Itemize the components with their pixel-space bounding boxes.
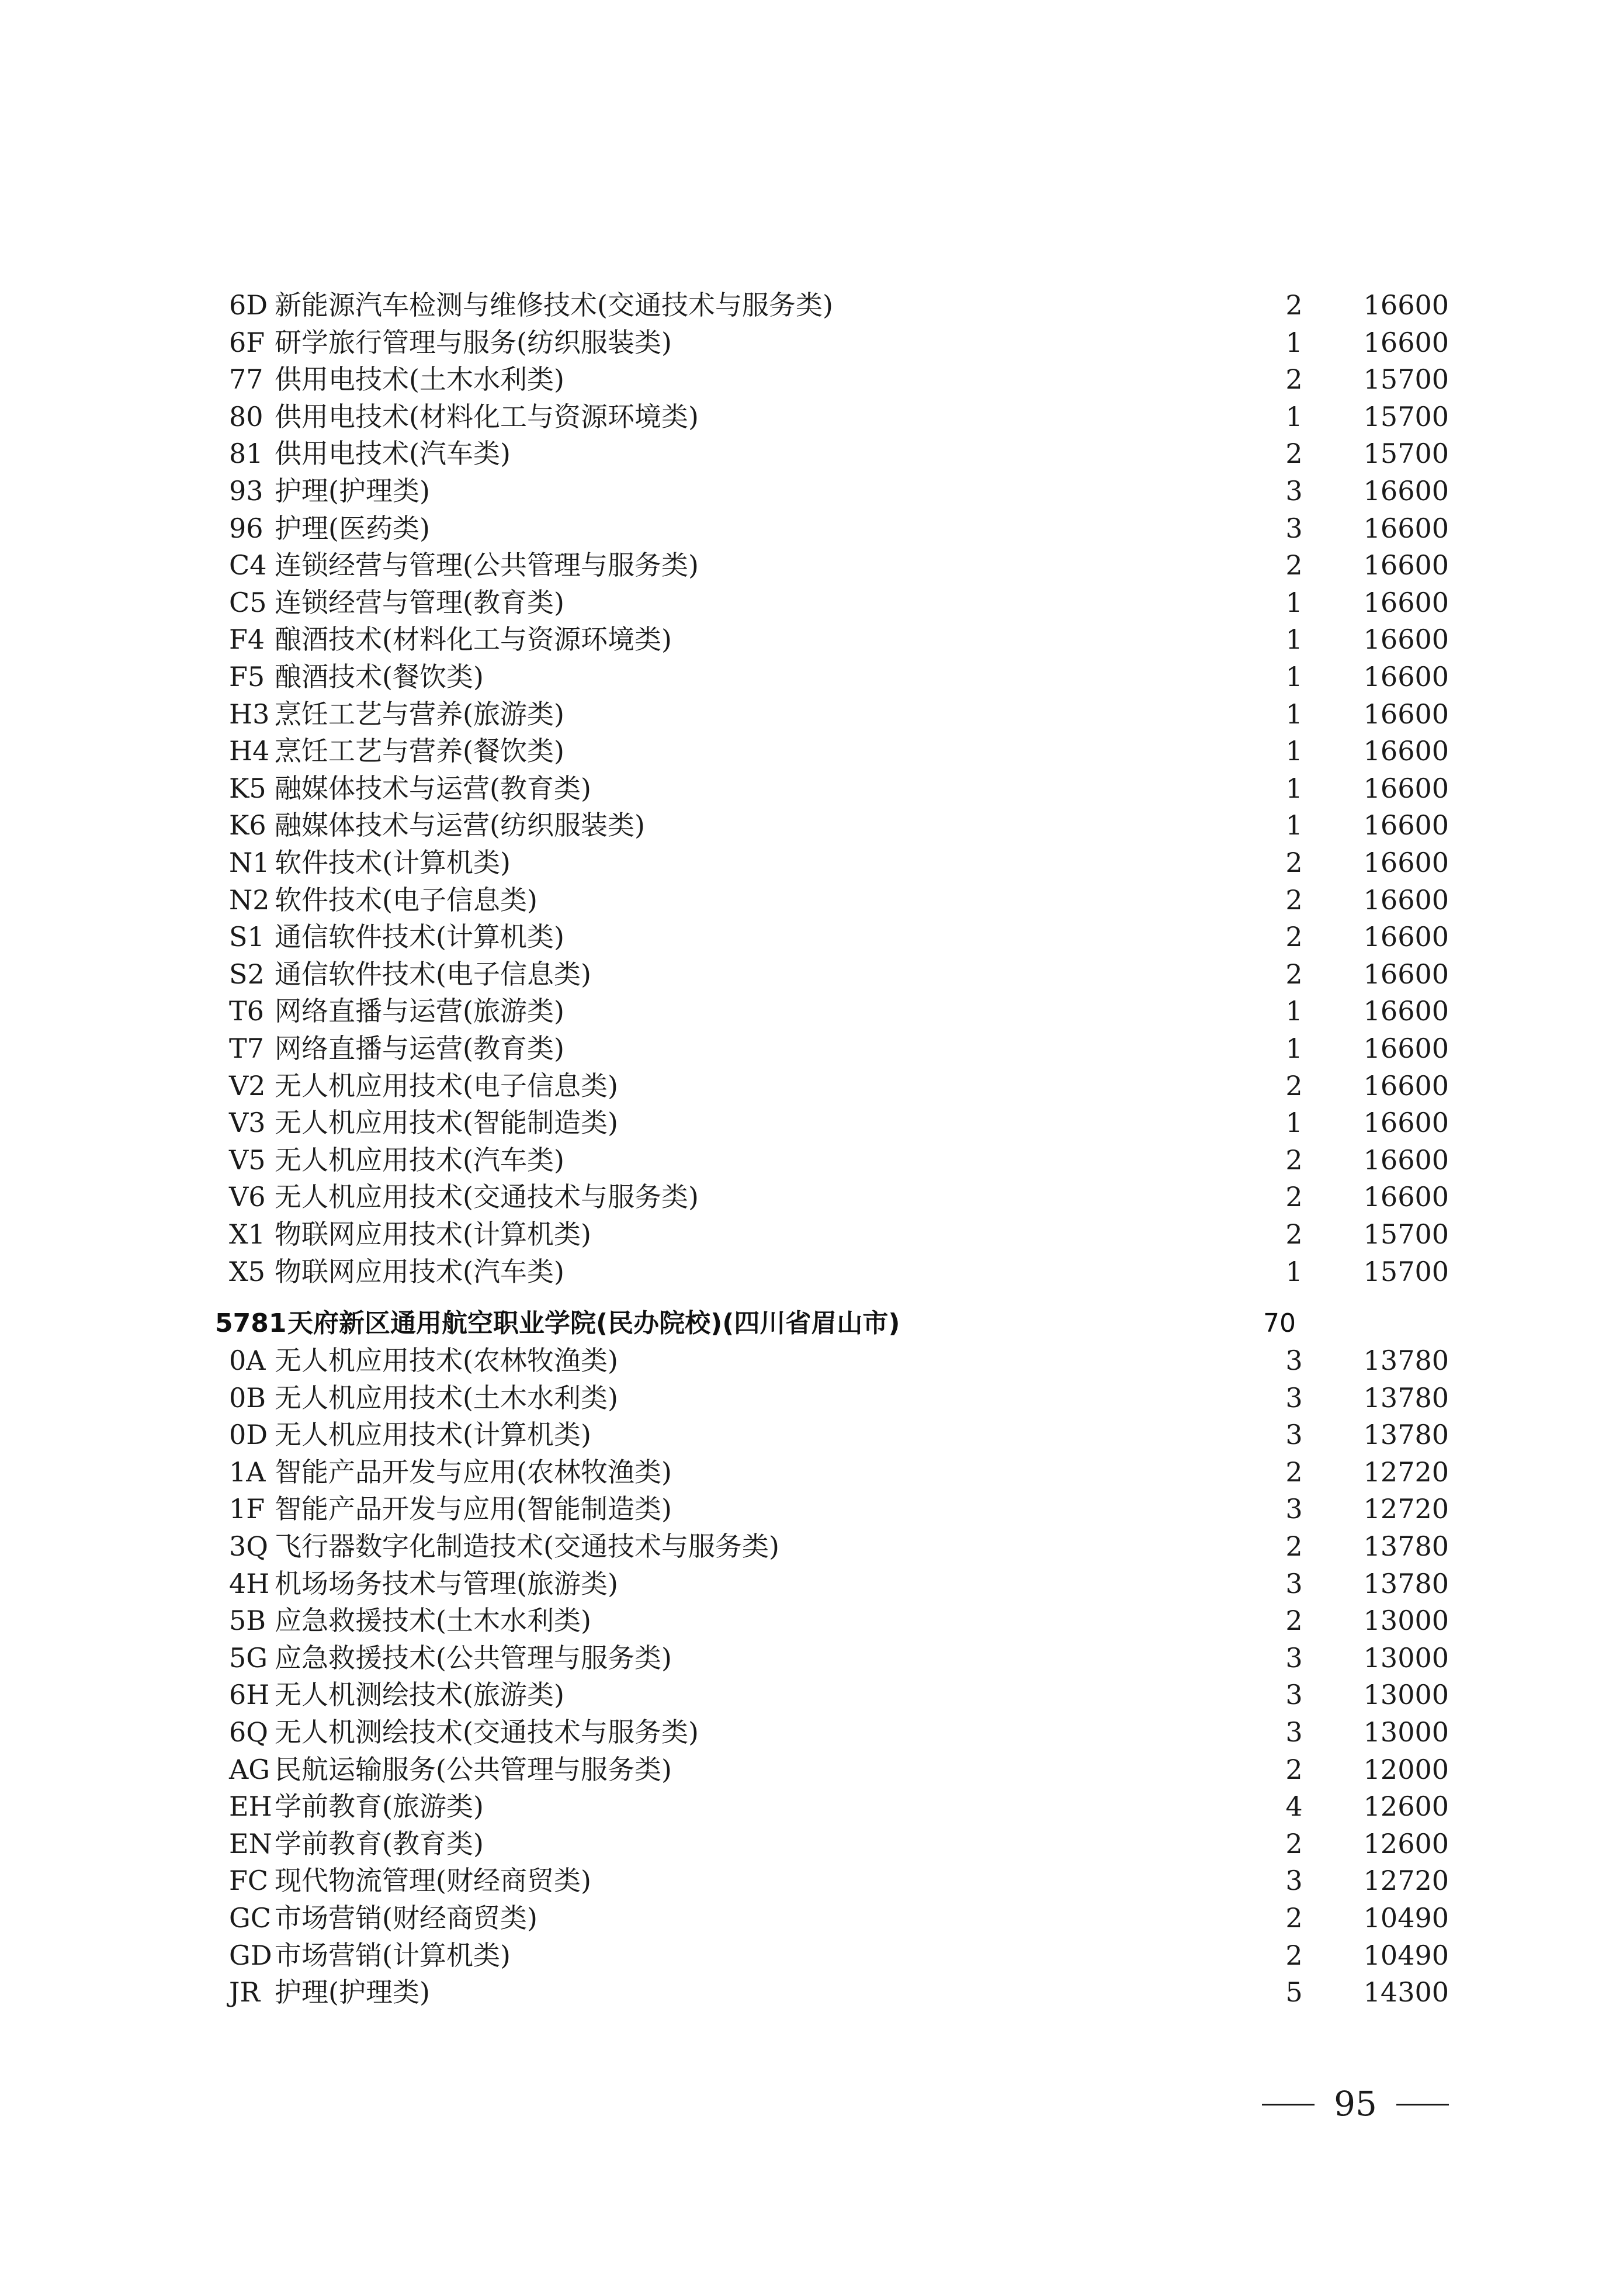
program-name: 酿酒技术(餐饮类)	[275, 661, 484, 692]
program-plan-count: 1	[1285, 995, 1303, 1027]
program-code: 6H	[229, 1679, 270, 1711]
page-number: 95	[1334, 2084, 1377, 2124]
program-row	[0, 1253, 1623, 1290]
program-tuition: 12720	[1363, 1456, 1449, 1488]
program-code: N1	[229, 847, 270, 878]
program-row	[0, 621, 1623, 658]
program-name: 融媒体技术与运营(纺织服装类)	[275, 809, 645, 841]
program-plan-count: 3	[1285, 1419, 1303, 1451]
program-code: 5B	[229, 1605, 266, 1637]
program-tuition: 15700	[1363, 438, 1449, 470]
program-plan-count: 3	[1285, 1865, 1303, 1897]
program-code: V6	[229, 1181, 266, 1213]
program-code: T6	[229, 995, 264, 1027]
program-plan-count: 3	[1285, 1679, 1303, 1711]
program-name: 烹饪工艺与营养(餐饮类)	[275, 735, 564, 767]
program-code: JR	[229, 1976, 261, 2008]
program-tuition: 16600	[1363, 809, 1449, 841]
program-row	[0, 1566, 1623, 1602]
program-name: 护理(护理类)	[275, 1976, 430, 2008]
program-name: 无人机应用技术(计算机类)	[275, 1419, 591, 1451]
program-tuition: 16600	[1363, 735, 1449, 767]
program-code: 96	[229, 512, 263, 544]
program-row	[0, 1142, 1623, 1179]
program-name: 网络直播与运营(旅游类)	[275, 995, 564, 1027]
program-name: 烹饪工艺与营养(旅游类)	[275, 698, 564, 730]
program-plan-count: 2	[1285, 1144, 1303, 1176]
program-name: 护理(护理类)	[275, 475, 430, 507]
program-plan-count: 2	[1285, 958, 1303, 990]
program-tuition: 13000	[1363, 1716, 1449, 1748]
program-tuition: 16600	[1363, 326, 1449, 358]
program-plan-count: 5	[1285, 1976, 1303, 2008]
program-plan-count: 3	[1285, 512, 1303, 544]
program-code: GC	[229, 1902, 271, 1934]
footer-dash-left	[1262, 2104, 1315, 2105]
program-name: 软件技术(计算机类)	[275, 847, 511, 878]
program-code: 80	[229, 400, 263, 432]
program-plan-count: 3	[1285, 475, 1303, 507]
program-row	[0, 1602, 1623, 1639]
program-tuition: 14300	[1363, 1976, 1449, 2008]
school-total-plan: 70	[1263, 1308, 1296, 1338]
program-code: K5	[229, 772, 266, 804]
program-code: N2	[229, 884, 270, 916]
program-code: GD	[229, 1939, 272, 1971]
program-code: X5	[229, 1255, 266, 1287]
program-name: 供用电技术(材料化工与资源环境类)	[275, 400, 699, 432]
program-code: 6F	[229, 326, 265, 358]
program-row	[0, 1826, 1623, 1862]
program-plan-count: 1	[1285, 698, 1303, 730]
program-code: 81	[229, 438, 263, 470]
program-plan-count: 2	[1285, 1939, 1303, 1971]
program-plan-count: 2	[1285, 1456, 1303, 1488]
program-name: 研学旅行管理与服务(纺织服装类)	[275, 326, 672, 358]
school-code: 5781	[215, 1308, 287, 1338]
program-row	[0, 1528, 1623, 1565]
program-plan-count: 2	[1285, 549, 1303, 581]
program-row	[0, 584, 1623, 621]
program-tuition: 16600	[1363, 624, 1449, 656]
program-plan-count: 1	[1285, 1107, 1303, 1139]
program-plan-count: 2	[1285, 1605, 1303, 1637]
program-tuition: 16600	[1363, 1069, 1449, 1102]
program-tuition: 10490	[1363, 1939, 1449, 1971]
program-name: 无人机应用技术(汽车类)	[275, 1144, 564, 1176]
program-tuition: 16600	[1363, 475, 1449, 507]
program-row	[0, 1216, 1623, 1253]
program-code: C5	[229, 586, 267, 618]
program-row	[0, 324, 1623, 361]
program-row	[0, 1937, 1623, 1974]
program-row	[0, 547, 1623, 584]
program-name: 连锁经营与管理(教育类)	[275, 586, 564, 618]
program-tuition: 12600	[1363, 1827, 1449, 1859]
program-plan-count: 2	[1285, 1181, 1303, 1213]
program-name: 应急救援技术(土木水利类)	[275, 1605, 591, 1637]
program-code: S1	[229, 921, 265, 953]
program-code: X1	[229, 1218, 266, 1250]
program-name: 市场营销(财经商贸类)	[275, 1902, 537, 1934]
program-code: 6Q	[229, 1716, 268, 1748]
program-code: H3	[229, 698, 270, 730]
program-tuition: 16600	[1363, 661, 1449, 692]
program-tuition: 12000	[1363, 1753, 1449, 1785]
program-code: H4	[229, 735, 270, 767]
program-row	[0, 399, 1623, 435]
program-tuition: 12720	[1363, 1865, 1449, 1897]
program-plan-count: 3	[1285, 1567, 1303, 1599]
program-tuition: 13000	[1363, 1679, 1449, 1711]
program-code: 0D	[229, 1419, 268, 1451]
program-name: 无人机应用技术(农林牧渔类)	[275, 1345, 618, 1376]
program-row	[0, 361, 1623, 398]
program-name: 软件技术(电子信息类)	[275, 884, 537, 916]
program-tuition: 16600	[1363, 958, 1449, 990]
program-tuition: 13000	[1363, 1642, 1449, 1674]
program-name: 连锁经营与管理(公共管理与服务类)	[275, 549, 699, 581]
program-name: 网络直播与运营(教育类)	[275, 1033, 564, 1064]
program-tuition: 15700	[1363, 1218, 1449, 1250]
program-row	[0, 1751, 1623, 1788]
program-tuition: 16600	[1363, 847, 1449, 878]
program-row	[0, 1974, 1623, 2011]
program-row	[0, 696, 1623, 733]
program-row	[0, 956, 1623, 993]
program-name: 应急救援技术(公共管理与服务类)	[275, 1642, 672, 1674]
program-code: 0A	[229, 1345, 266, 1376]
program-plan-count: 2	[1285, 1218, 1303, 1250]
program-row	[0, 1342, 1623, 1379]
school-name: 天府新区通用航空职业学院(民办院校)(四川省眉山市)	[287, 1308, 900, 1338]
program-tuition: 16600	[1363, 1033, 1449, 1064]
program-tuition: 15700	[1363, 400, 1449, 432]
program-code: V2	[229, 1069, 266, 1102]
program-row	[0, 1068, 1623, 1104]
footer-dash-right	[1396, 2104, 1449, 2105]
program-name: 无人机应用技术(交通技术与服务类)	[275, 1181, 699, 1213]
program-row	[0, 659, 1623, 695]
program-plan-count: 3	[1285, 1345, 1303, 1376]
program-name: 无人机应用技术(智能制造类)	[275, 1107, 618, 1139]
program-plan-count: 2	[1285, 1069, 1303, 1102]
program-tuition: 15700	[1363, 1255, 1449, 1287]
program-plan-count: 2	[1285, 884, 1303, 916]
program-name: 通信软件技术(电子信息类)	[275, 958, 591, 990]
program-plan-count: 2	[1285, 1902, 1303, 1934]
program-plan-count: 1	[1285, 1033, 1303, 1064]
program-code: 77	[229, 363, 263, 396]
program-row	[0, 919, 1623, 955]
program-row	[0, 993, 1623, 1030]
program-name: 无人机应用技术(电子信息类)	[275, 1069, 618, 1102]
program-name: 融媒体技术与运营(教育类)	[275, 772, 591, 804]
program-plan-count: 2	[1285, 438, 1303, 470]
program-name: 机场场务技术与管理(旅游类)	[275, 1567, 618, 1599]
program-plan-count: 2	[1285, 847, 1303, 878]
program-tuition: 16600	[1363, 772, 1449, 804]
program-code: T7	[229, 1033, 264, 1064]
program-code: V3	[229, 1107, 266, 1139]
program-tuition: 16600	[1363, 1107, 1449, 1139]
program-plan-count: 1	[1285, 661, 1303, 692]
program-row	[0, 1491, 1623, 1528]
program-code: 6D	[229, 289, 268, 321]
program-code: 93	[229, 475, 263, 507]
program-plan-count: 1	[1285, 735, 1303, 767]
program-code: FC	[229, 1865, 269, 1897]
program-tuition: 16600	[1363, 995, 1449, 1027]
program-row	[0, 733, 1623, 770]
program-code: V5	[229, 1144, 266, 1176]
program-name: 民航运输服务(公共管理与服务类)	[275, 1753, 672, 1785]
program-row	[0, 1677, 1623, 1713]
program-tuition: 16600	[1363, 1181, 1449, 1213]
program-name: 供用电技术(汽车类)	[275, 438, 511, 470]
program-row	[0, 882, 1623, 919]
program-row	[0, 510, 1623, 547]
program-plan-count: 1	[1285, 1255, 1303, 1287]
program-plan-count: 4	[1285, 1791, 1303, 1823]
program-row	[0, 844, 1623, 881]
program-name: 现代物流管理(财经商贸类)	[275, 1865, 591, 1897]
program-plan-count: 1	[1285, 624, 1303, 656]
program-code: 0B	[229, 1381, 266, 1414]
program-code: S2	[229, 958, 265, 990]
program-plan-count: 3	[1285, 1493, 1303, 1525]
program-row	[0, 1862, 1623, 1899]
program-plan-count: 2	[1285, 1530, 1303, 1562]
program-plan-count: 2	[1285, 289, 1303, 321]
program-row	[0, 1380, 1623, 1417]
program-plan-count: 1	[1285, 772, 1303, 804]
program-row	[0, 473, 1623, 510]
program-code: F5	[229, 661, 265, 692]
program-name: 市场营销(计算机类)	[275, 1939, 511, 1971]
program-code: 1A	[229, 1456, 266, 1488]
program-row	[0, 1030, 1623, 1067]
program-row	[0, 1900, 1623, 1937]
program-tuition: 16600	[1363, 884, 1449, 916]
program-tuition: 16600	[1363, 289, 1449, 321]
program-tuition: 12720	[1363, 1493, 1449, 1525]
program-plan-count: 1	[1285, 326, 1303, 358]
program-tuition: 12600	[1363, 1791, 1449, 1823]
program-row	[0, 1104, 1623, 1141]
program-plan-count: 2	[1285, 921, 1303, 953]
program-code: 5G	[229, 1642, 268, 1674]
program-code: 1F	[229, 1493, 265, 1525]
program-row	[0, 1179, 1623, 1215]
program-name: 飞行器数字化制造技术(交通技术与服务类)	[275, 1530, 779, 1562]
program-plan-count: 2	[1285, 1753, 1303, 1785]
program-tuition: 13780	[1363, 1530, 1449, 1562]
program-code: 3Q	[229, 1530, 268, 1562]
program-tuition: 16600	[1363, 921, 1449, 953]
program-name: 通信软件技术(计算机类)	[275, 921, 564, 953]
program-tuition: 16600	[1363, 549, 1449, 581]
program-plan-count: 1	[1285, 400, 1303, 432]
program-name: 无人机测绘技术(旅游类)	[275, 1679, 564, 1711]
program-name: 物联网应用技术(计算机类)	[275, 1218, 591, 1250]
page-footer	[1244, 2080, 1490, 2127]
program-name: 学前教育(旅游类)	[275, 1791, 484, 1823]
program-code: EH	[229, 1791, 272, 1823]
program-plan-count: 3	[1285, 1716, 1303, 1748]
program-code: F4	[229, 624, 265, 656]
program-tuition: 16600	[1363, 1144, 1449, 1176]
program-row	[0, 770, 1623, 807]
program-plan-count: 1	[1285, 586, 1303, 618]
program-name: 酿酒技术(材料化工与资源环境类)	[275, 624, 672, 656]
program-row	[0, 1788, 1623, 1825]
program-tuition: 13000	[1363, 1605, 1449, 1637]
program-name: 护理(医药类)	[275, 512, 430, 544]
program-name: 新能源汽车检测与维修技术(交通技术与服务类)	[275, 289, 833, 321]
program-code: AG	[229, 1753, 270, 1785]
program-tuition: 10490	[1363, 1902, 1449, 1934]
program-name: 学前教育(教育类)	[275, 1827, 484, 1859]
program-tuition: 16600	[1363, 512, 1449, 544]
program-tuition: 15700	[1363, 363, 1449, 396]
program-tuition: 13780	[1363, 1419, 1449, 1451]
program-name: 供用电技术(土木水利类)	[275, 363, 564, 396]
program-plan-count: 1	[1285, 809, 1303, 841]
school-header-row	[0, 1305, 1623, 1342]
program-tuition: 13780	[1363, 1345, 1449, 1376]
program-tuition: 13780	[1363, 1381, 1449, 1414]
program-plan-count: 2	[1285, 1827, 1303, 1859]
program-row	[0, 435, 1623, 472]
program-name: 无人机应用技术(土木水利类)	[275, 1381, 618, 1414]
program-row	[0, 807, 1623, 844]
program-row	[0, 1714, 1623, 1751]
program-tuition: 16600	[1363, 586, 1449, 618]
program-row	[0, 287, 1623, 324]
program-code: 4H	[229, 1567, 270, 1599]
program-tuition: 16600	[1363, 698, 1449, 730]
program-plan-count: 3	[1285, 1381, 1303, 1414]
program-row	[0, 1454, 1623, 1491]
program-name: 无人机测绘技术(交通技术与服务类)	[275, 1716, 699, 1748]
program-name: 物联网应用技术(汽车类)	[275, 1255, 564, 1287]
program-name: 智能产品开发与应用(智能制造类)	[275, 1493, 672, 1525]
program-code: EN	[229, 1827, 272, 1859]
program-name: 智能产品开发与应用(农林牧渔类)	[275, 1456, 672, 1488]
program-code: C4	[229, 549, 267, 581]
program-row	[0, 1640, 1623, 1677]
program-code: K6	[229, 809, 266, 841]
program-tuition: 13780	[1363, 1567, 1449, 1599]
program-plan-count: 2	[1285, 363, 1303, 396]
program-row	[0, 1417, 1623, 1453]
program-plan-count: 3	[1285, 1642, 1303, 1674]
